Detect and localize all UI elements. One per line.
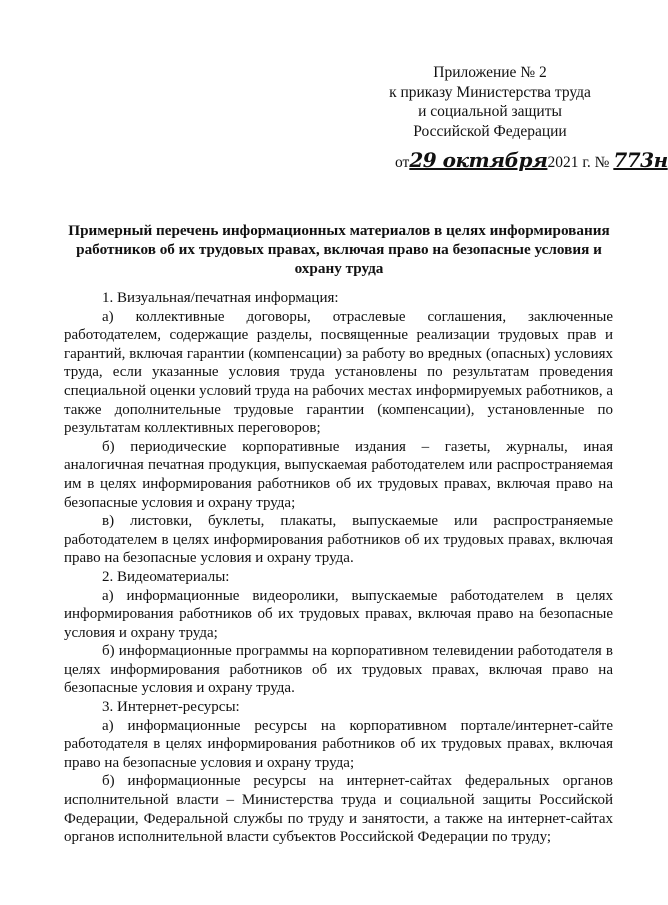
- list-item: а) коллективные договоры, отраслевые соглашения, заключенные работодателем, содержащие разделы, посвященные реализации трудовых прав и гарантий, включая гарантии (компенсации) за работу во вредных (опасных) условиях труда, если указанные условия труда установлены по результатам проведения специальной оценки условий труда на рабочих местах информируемых работников, а также дополнительные трудовые гарантии (компенсации), установленные по результатам коллективных переговоров;: [64, 308, 613, 437]
- list-item: б) информационные ресурсы на интернет-сайтах федеральных органов исполнительной власти – Министерства труда и социальной защиты Российской Федерации, Федеральной службы по труду и занятости, а также на интернет-сайтах органов исполнительной власти субъектов Российской Федерации по труду;: [64, 773, 613, 846]
- section-heading: 2. Видеоматериалы:: [102, 568, 230, 585]
- section-heading: 1. Визуальная/печатная информация:: [102, 290, 339, 306]
- order-year-label: 2021 г. №: [547, 154, 610, 171]
- appendix-header: [360, 63, 620, 141]
- document-title: Примерный перечень информационных материалов в целях информирования работников об их трудовых правах, включая право на безопасные условия и охрану труда: [68, 222, 610, 277]
- appendix-ministry-line: и социальной защиты: [418, 103, 562, 120]
- list-item: в) листовки, буклеты, плакаты, выпускаемые или распространяемые работодателем в целях информирования работников об их трудовых правах, включая право на безопасные условия и охрану труда.: [64, 513, 613, 567]
- document-body: [64, 289, 613, 847]
- list-item: а) информационные ресурсы на корпоративном портале/интернет-сайте работодателя в целях информирования работников об их трудовых правах, включая право на безопасные условия и охрану труда;: [64, 717, 613, 771]
- list-item: а) информационные видеоролики, выпускаемые работодателем в целях информирования работников об их трудовых правах, включая право на безопасные условия и охрану труда;: [64, 587, 613, 641]
- list-item: б) периодические корпоративные издания – газеты, журналы, иная аналогичная печатная продукция, выпускаемая работодателем или распространяемая им в целях информирования работников об их трудовых правах, включая право на безопасные условия и охрану труда;: [64, 438, 613, 511]
- order-number-handwritten: 773н: [613, 148, 668, 172]
- order-date-prefix: от: [395, 154, 410, 171]
- appendix-country-line: Российской Федерации: [413, 122, 567, 140]
- section-heading: 3. Интернет-ресурсы:: [102, 699, 240, 716]
- list-item: б) информационные программы на корпоративном телевидении работодателя в целях информирования работников об их трудовых правах, включая право на безопасные условия и охрану труда.: [64, 643, 613, 697]
- appendix-order-ref: к приказу Министерства труда: [389, 83, 591, 101]
- order-date-line: [395, 148, 668, 172]
- appendix-number: Приложение № 2: [433, 64, 547, 81]
- order-date-handwritten: 29 октября: [409, 148, 548, 172]
